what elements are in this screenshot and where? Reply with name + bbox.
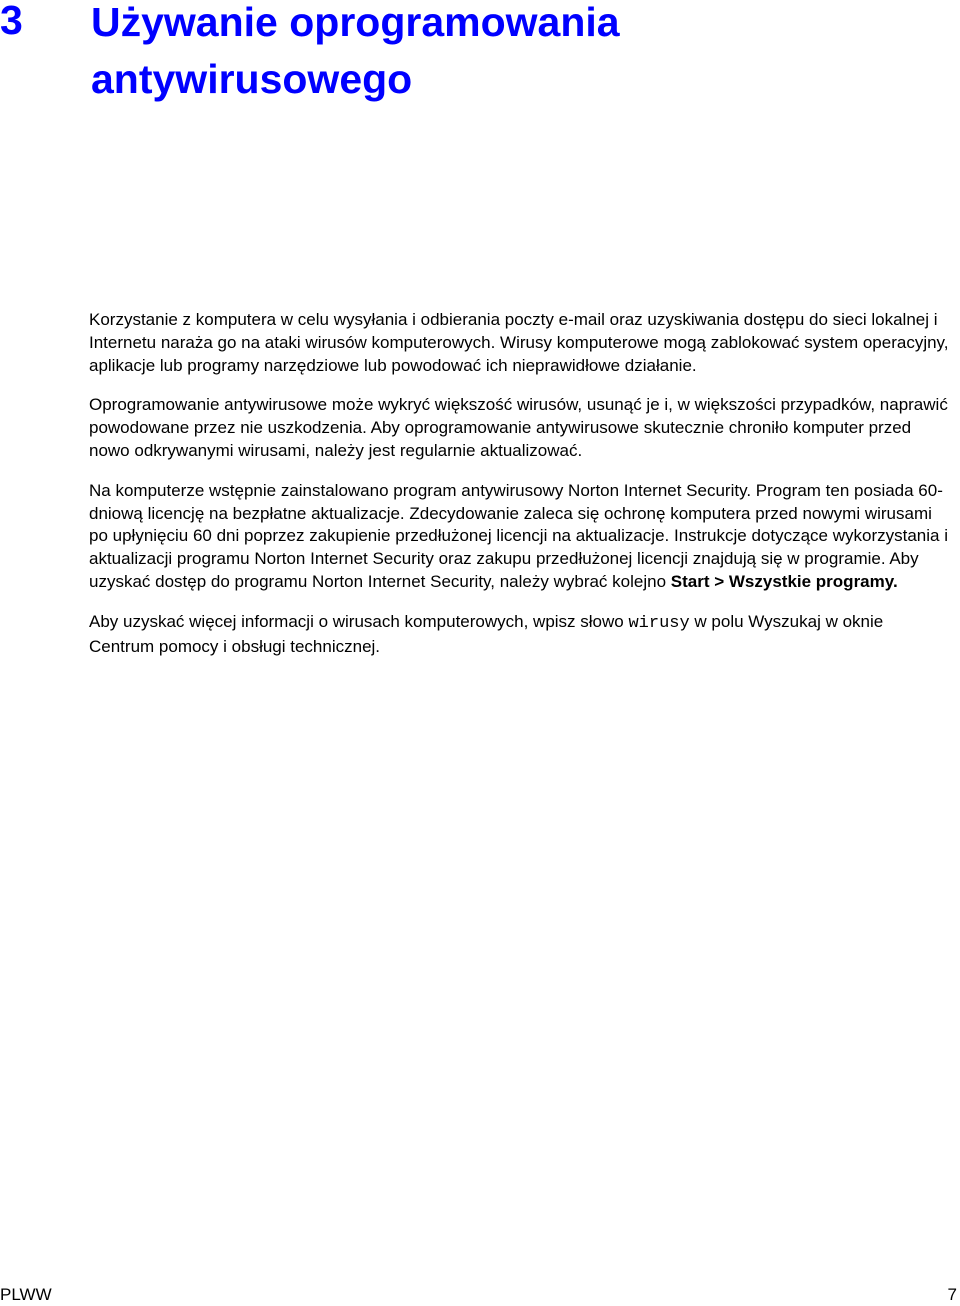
footer-page-number: 7 xyxy=(947,1285,957,1304)
paragraph-help-after: w polu Wyszukaj w oknie Centrum pomocy i obsługi technicznej. xyxy=(89,611,884,656)
search-keyword: wirusy xyxy=(628,613,690,633)
paragraph-help-before: Aby uzyskać więcej informacji o wirusach komputerowych, wpisz słowo xyxy=(89,611,629,631)
paragraph-antivirus-capabilities: Oprogramowanie antywirusowe może wykryć większość wirusów, usunąć je i, w większości przypadków, naprawić powodowane przez nie uszkodzenia. Aby oprogramowanie antywirusowe skutecznie chroniło komputer przed nowo odkrywanymi wirusami, należy jest regularnie aktualizować. xyxy=(89,395,948,460)
paragraph-help xyxy=(89,611,949,659)
chapter-title: Używanie oprogramowania antywirusowego xyxy=(91,0,620,102)
paragraph-intro: Korzystanie z komputera w celu wysyłania i odbierania poczty e-mail oraz uzyskiwania dostępu do sieci lokalnej i Internetu naraża go na ataki wirusów komputerowych. Wirusy komputerowe mogą zablokować system operacyjny, aplikacje lub programy narzędziowe lub powodować ich nieprawidłowe działanie. xyxy=(89,310,949,375)
chapter-content xyxy=(89,309,949,675)
paragraph-norton-text: Na komputerze wstępnie zainstalowano program antywirusowy Norton Internet Security. Program ten posiada 60-dniową licencję na bezpłatne aktualizacje. Zdecydowanie zaleca się ochronę komputera przed nowymi wirusami po upłynięciu 60 dni poprzez zakupienie przedłużonej licencji na aktualizacje. Instrukcje dotyczące wykorzystania i aktualizacji programu Norton Internet Security oraz zakupu przedłużonej licencji znajdują się w programie. Aby uzyskać dostęp do programu Norton Internet Security, należy wybrać kolejno xyxy=(89,480,948,591)
footer-locale-code: PLWW xyxy=(0,1285,52,1304)
chapter-number: 3 xyxy=(0,0,23,43)
menu-path: Start > Wszystkie programy. xyxy=(670,571,898,591)
paragraph-norton xyxy=(89,480,949,594)
